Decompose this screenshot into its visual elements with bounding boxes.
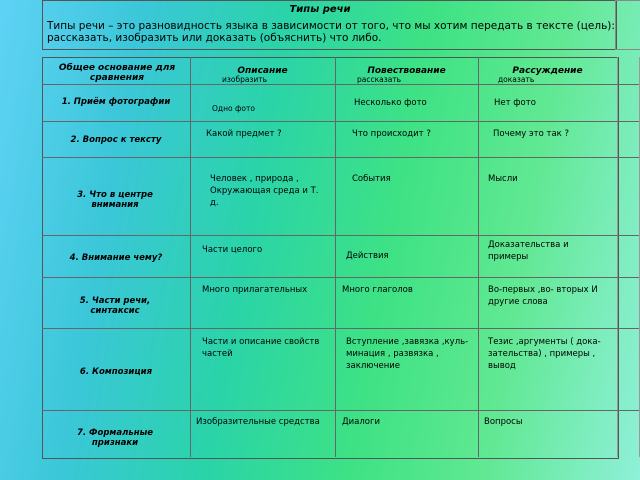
column-subtitle-reasoning: доказать bbox=[498, 75, 535, 84]
grid-line bbox=[42, 235, 639, 236]
table-cell: Тезис ,аргументы ( дока-зательства) , примеры , вывод bbox=[488, 337, 601, 371]
row-label-6: 6. Композиция bbox=[79, 367, 153, 377]
table-cell: Почему это так ? bbox=[493, 129, 570, 139]
grid-line bbox=[42, 121, 639, 122]
column-header-narration: Повествование bbox=[367, 66, 446, 76]
table-cell: Одно фото bbox=[212, 104, 255, 113]
grid-line bbox=[42, 410, 639, 411]
row-label-1: 1. Приём фотографии bbox=[61, 97, 171, 107]
column-header-description: Описание bbox=[237, 66, 288, 76]
table-cell: Много глаголов bbox=[342, 285, 413, 295]
table-cell: Вопросы bbox=[484, 417, 523, 427]
table-cell: Действия bbox=[346, 251, 389, 261]
table-cell: Доказательства и примеры bbox=[488, 240, 569, 262]
column-subtitle-narration: рассказать bbox=[357, 75, 402, 84]
table-cell: Части целого bbox=[202, 245, 263, 255]
table-cell: События bbox=[352, 174, 391, 184]
grid-line bbox=[478, 57, 479, 457]
table-cell: Диалоги bbox=[342, 417, 380, 427]
grid-line bbox=[42, 157, 639, 158]
grid-line bbox=[190, 57, 191, 457]
grid-line-ext bbox=[617, 57, 618, 457]
page-title: Типы речи bbox=[289, 4, 351, 15]
table-cell: Изобразительные средства bbox=[196, 417, 320, 427]
row-label-2: 2. Вопрос к тексту bbox=[70, 135, 162, 145]
grid-line bbox=[335, 57, 336, 457]
table-cell: Части и описание свойств частей bbox=[202, 337, 320, 359]
table-cell: Что происходит ? bbox=[352, 129, 431, 139]
table-cell: Вступление ,завязка ,куль-минация , развязка , заключение bbox=[346, 337, 469, 371]
corner-header: Общее основание для сравнения bbox=[58, 63, 176, 83]
grid-line bbox=[42, 84, 639, 85]
intro-text: Типы речи – это разновидность языка в зависимости от того, что мы хотим передать в тексте (цель): рассказать, изобразить или доказать (объяснить) что либо. bbox=[47, 20, 615, 44]
row-label-4: 4. Внимание чему? bbox=[69, 253, 163, 263]
table-cell: Несколько фото bbox=[354, 98, 427, 108]
table-cell: Какой предмет ? bbox=[206, 129, 282, 139]
column-header-reasoning: Рассуждение bbox=[512, 66, 583, 76]
row-label-5: 5. Части речи, синтаксис bbox=[79, 296, 151, 316]
row-label-3: 3. Что в центре внимания bbox=[77, 190, 153, 210]
grid-line bbox=[42, 277, 639, 278]
table-cell: Человек , природа , Окружающая среда и Т. д. bbox=[210, 174, 319, 208]
table-cell: Много прилагательных bbox=[202, 285, 308, 295]
row-label-7: 7. Формальные признаки bbox=[76, 428, 154, 448]
grid-line bbox=[42, 328, 639, 329]
column-subtitle-description: изобразить bbox=[222, 75, 268, 84]
table-cell: Во-первых ,во- вторых И другие слова bbox=[488, 285, 598, 307]
table-cell: Нет фото bbox=[494, 98, 536, 108]
table-cell: Мысли bbox=[488, 174, 518, 184]
